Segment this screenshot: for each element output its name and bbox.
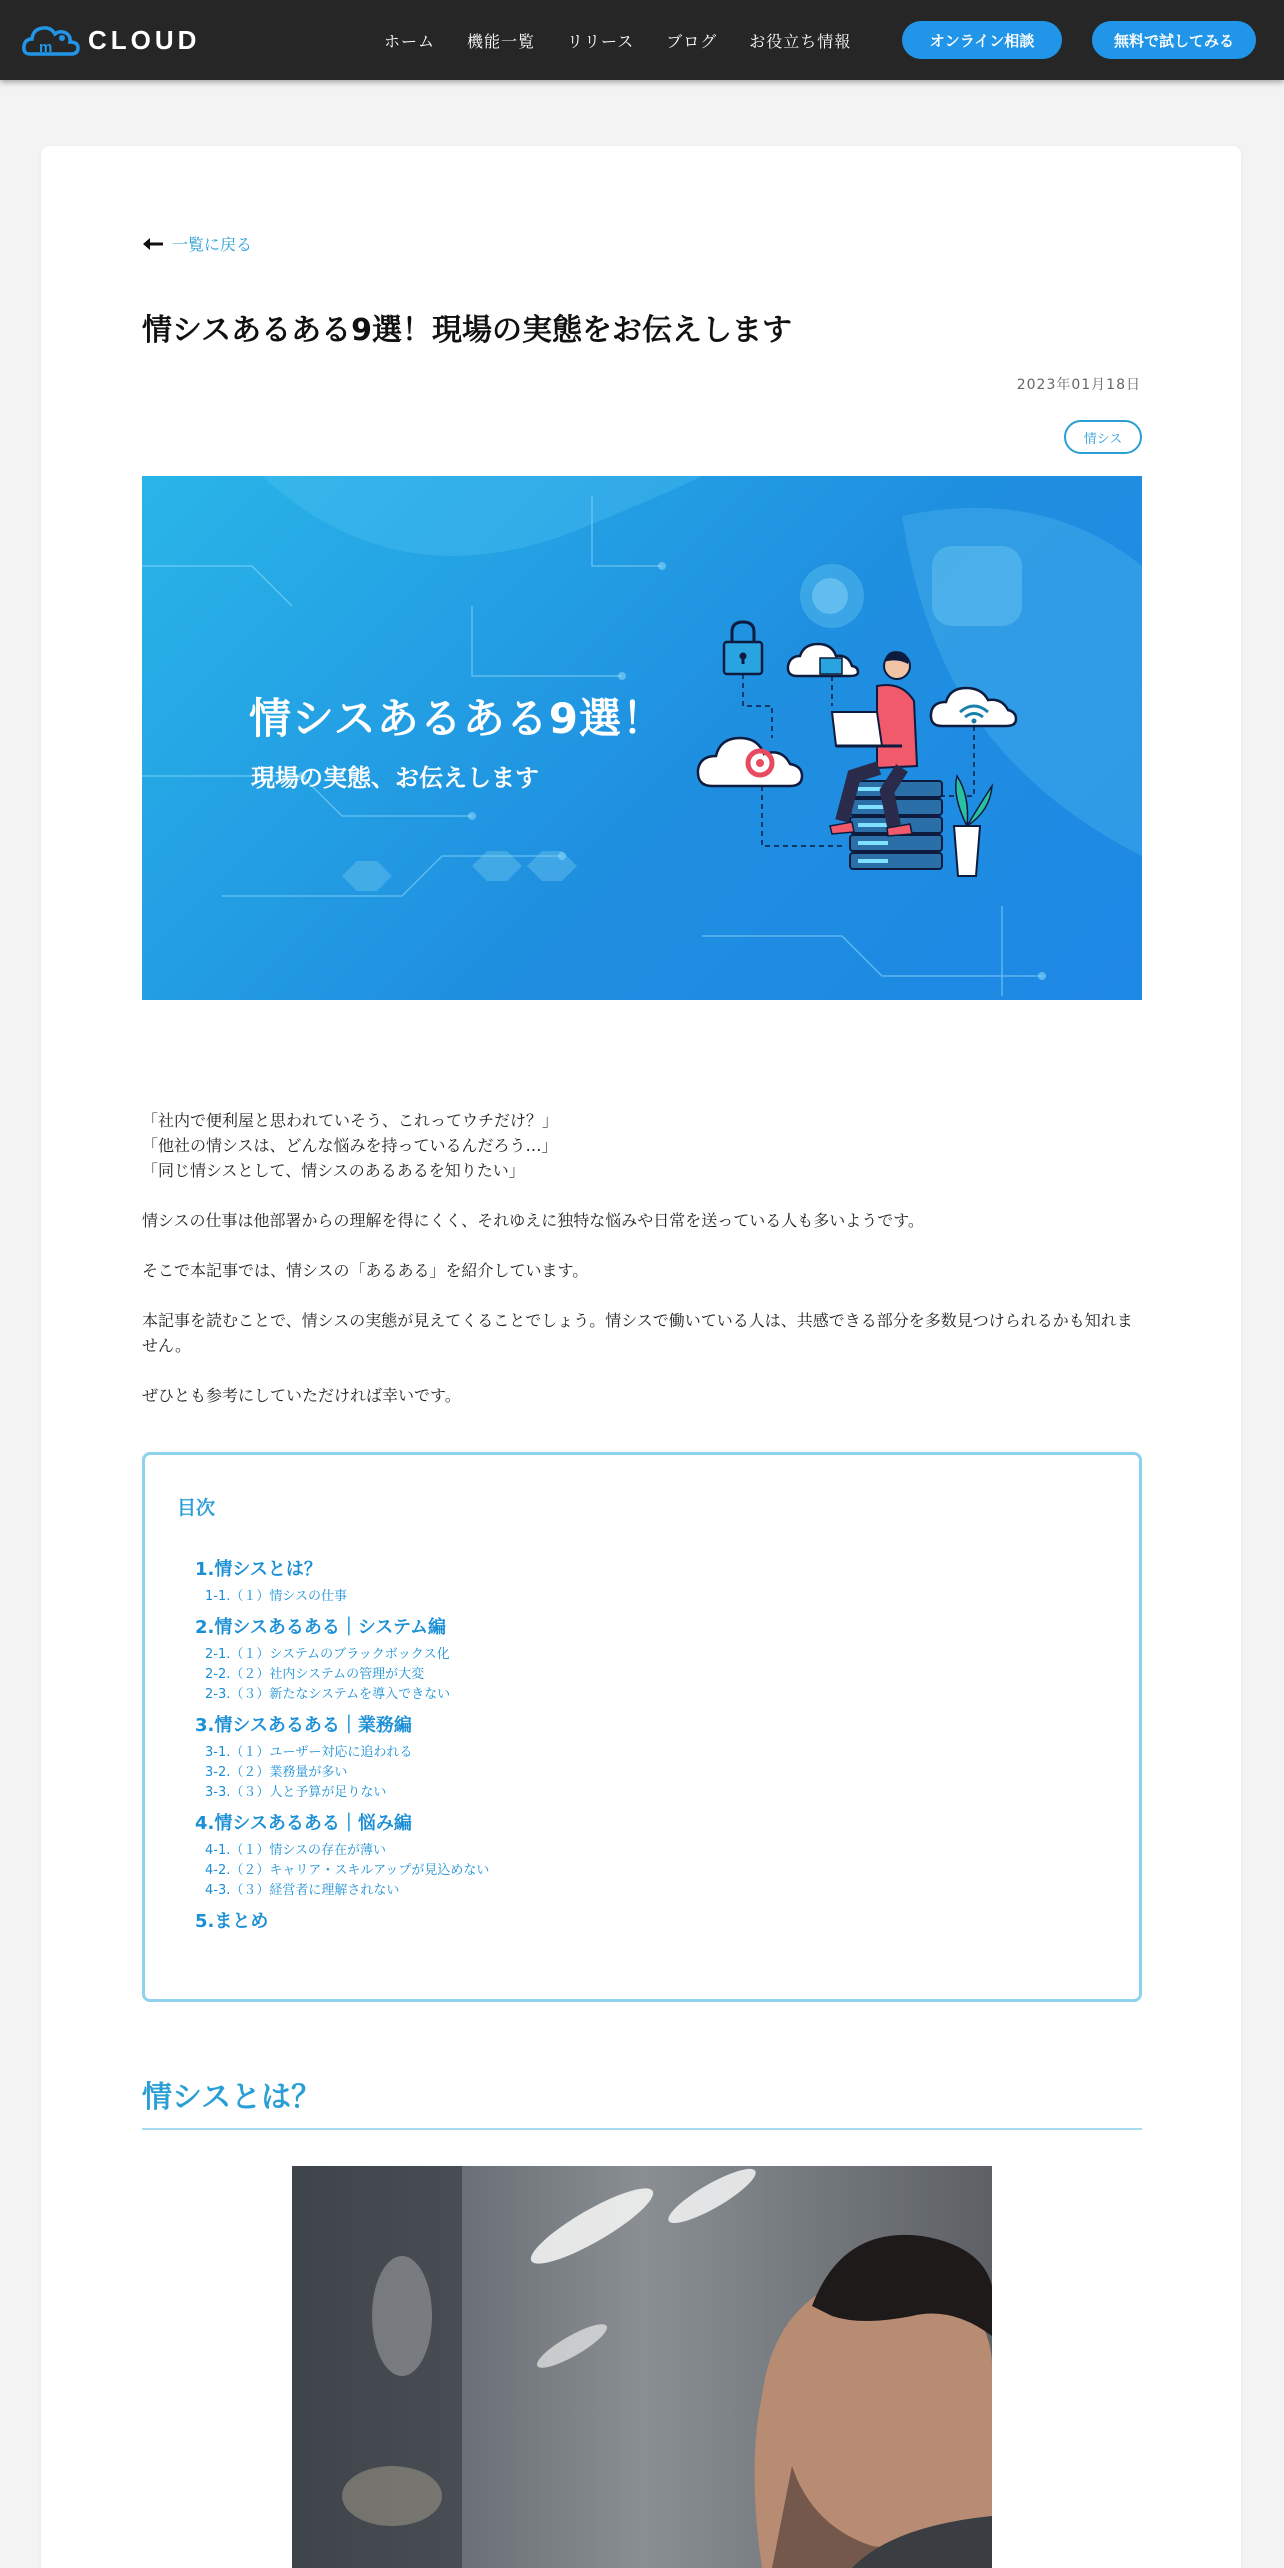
toc-subitem-3-3[interactable]: 3-3.（３）人と予算が足りない [205, 1785, 387, 1800]
toc-subitem-1-1[interactable]: 1-1.（１）情シスの仕事 [205, 1589, 347, 1604]
toc-item-3[interactable]: 3.情シスあるある｜業務編 [195, 1715, 412, 1736]
hero-banner [142, 476, 1142, 1000]
intro-text [142, 1108, 1142, 1433]
site-logo[interactable] [22, 20, 200, 60]
toc-subitem-4-2[interactable]: 4-2.（２）キャリア・スキルアップが見込めない [205, 1863, 490, 1878]
publish-date: 2023年01月18日 [1016, 377, 1141, 393]
toc-item-5[interactable]: 5.まとめ [195, 1911, 269, 1932]
toc-subitem-3-2[interactable]: 3-2.（２）業務量が多い [205, 1765, 348, 1780]
arrow-left-icon [142, 237, 164, 251]
nav-blog[interactable]: ブログ [666, 31, 718, 51]
back-to-list-link[interactable] [142, 232, 252, 255]
article-title: 情シスあるある9選！現場の実態をお伝えします [142, 313, 792, 348]
intro-paragraph-4: ぜひとも参考にしていただければ幸いです。 [142, 1386, 461, 1405]
toc-title: 目次 [177, 1497, 216, 1519]
toc-subitem-2-3[interactable]: 2-3.（３）新たなシステムを導入できない [205, 1687, 451, 1702]
toc-subitem-3-1[interactable]: 3-1.（１）ユーザー対応に追われる [205, 1745, 413, 1760]
intro-paragraph-2: そこで本記事では、情シスの「あるある」を紹介しています。 [142, 1261, 589, 1280]
intro-paragraph-1: 情シスの仕事は他部署からの理解を得にくく、それゆえに独特な悩みや日常を送っている人も多いようです。 [142, 1211, 924, 1230]
hero-subtitle: 現場の実態、お伝えします [251, 764, 539, 792]
intro-quote-1: 「社内で便利屋と思われていそう、これってウチだけ？」 [142, 1111, 559, 1130]
nav-features[interactable]: 機能一覧 [467, 31, 536, 51]
toc-subitem-4-1[interactable]: 4-1.（１）情シスの存在が薄い [205, 1843, 386, 1858]
hero-title: 情シスあるある9選！ [249, 694, 665, 743]
table-of-contents [142, 1452, 1142, 2002]
section-heading: 情シスとは？ [142, 2072, 1142, 2130]
toc-item-4[interactable]: 4.情シスあるある｜悩み編 [195, 1813, 412, 1834]
section-photo [292, 2166, 992, 2568]
toc-item-1[interactable]: 1.情シスとは？ [195, 1559, 322, 1580]
nav-home[interactable]: ホーム [384, 31, 436, 51]
cloud-logo-icon [22, 20, 82, 60]
toc-list [195, 1557, 489, 1939]
category-tag[interactable]: 情シス [1064, 420, 1142, 454]
online-consult-button[interactable]: オンライン相談 [902, 21, 1062, 59]
toc-subitem-2-1[interactable]: 2-1.（１）システムのブラックボックス化 [205, 1647, 450, 1662]
intro-paragraph-3: 本記事を読むことで、情シスの実態が見えてくることでしょう。情シスで働いている人は、共感できる部分を多数見つけられるかも知れません。 [142, 1311, 1133, 1355]
man-photo-image [292, 2166, 992, 2568]
site-header [0, 0, 1284, 80]
intro-quote-3: 「同じ情シスとして、情シスのあるあるを知りたい」 [142, 1161, 525, 1180]
main-nav [368, 0, 867, 80]
toc-subitem-4-3[interactable]: 4-3.（３）経営者に理解されない [205, 1883, 400, 1898]
free-trial-button[interactable]: 無料で試してみる [1092, 21, 1256, 59]
svg-text:m: m [39, 39, 53, 56]
nav-resources[interactable]: お役立ち情報 [749, 31, 852, 51]
toc-subitem-2-2[interactable]: 2-2.（２）社内システムの管理が大変 [205, 1667, 425, 1682]
toc-item-2[interactable]: 2.情シスあるある｜システム編 [195, 1617, 447, 1638]
back-link-label: 一覧に戻る [172, 235, 253, 254]
nav-releases[interactable]: リリース [567, 31, 635, 51]
intro-quote-2: 「他社の情シスは、どんな悩みを持っているんだろう…」 [142, 1136, 558, 1155]
logo-text: CLOUD [88, 24, 201, 55]
